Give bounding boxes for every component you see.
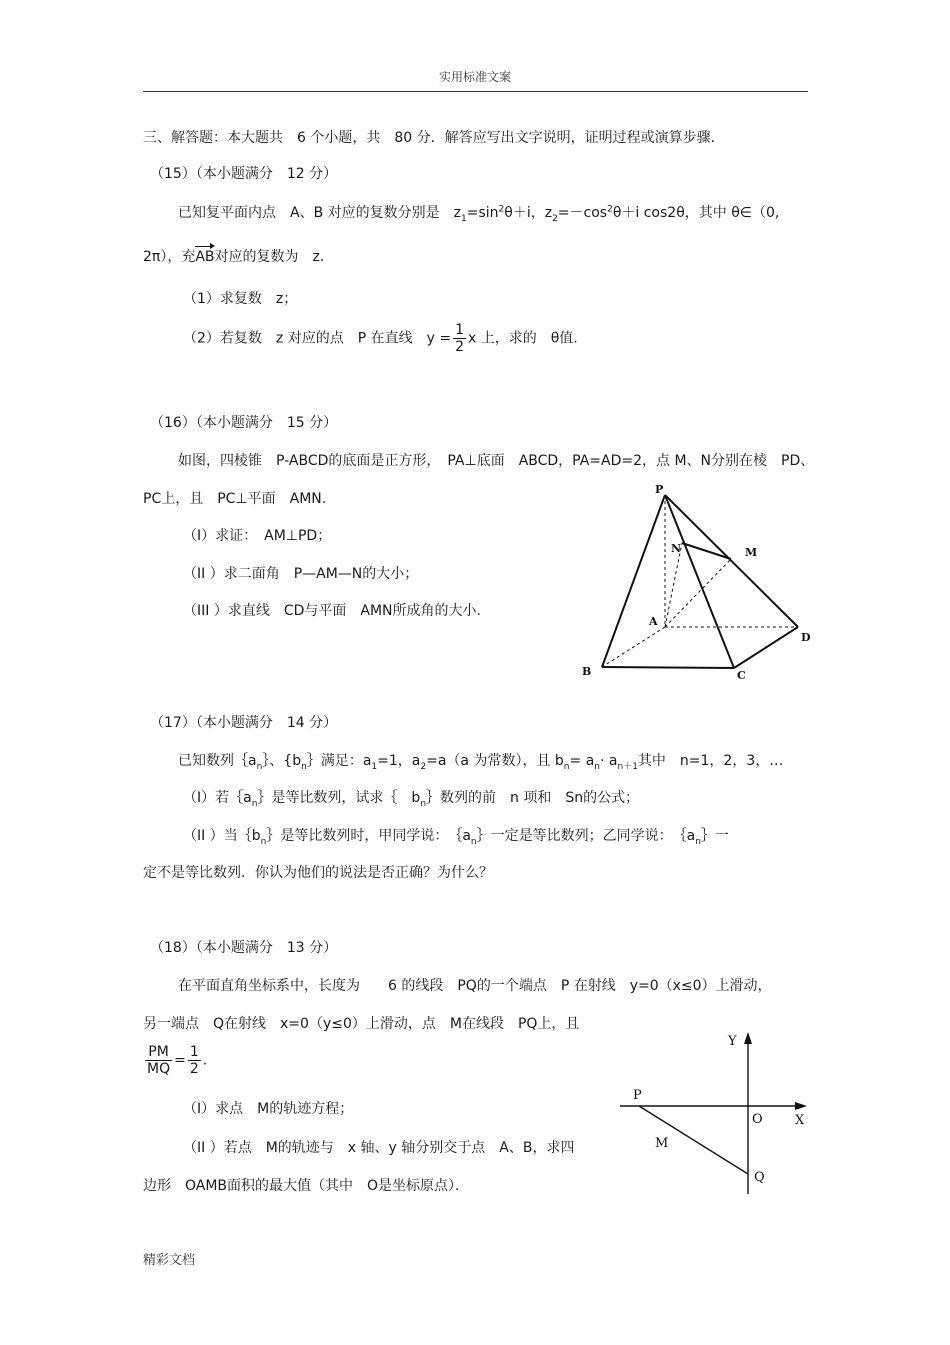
q15-part2: （2）若复数 z 对应的点 P 在直线 y = $\frac{1}{2}$ x 上，求的 θ值. — [183, 322, 578, 355]
q17-part1: （I）若$\{a_n\}$是等比数列，试求｛ $b_n\}$数列的前 n 项和 Sn的公式； — [183, 790, 640, 809]
fig-label-p: P — [655, 483, 664, 496]
header-rule — [143, 91, 808, 92]
fig-label-p: P — [633, 1088, 642, 1103]
y-axis-arrow-icon — [744, 1032, 752, 1044]
q17-part2: （II ）当$\{b_n\}$是等比数列时，甲同学说： $\{a_n\}$一定是等比数列；乙同学说： $\{a_n\}$一 — [183, 828, 729, 847]
q16-title: （16）（本小题满分 15 分） — [150, 415, 338, 431]
q18-line1: 在平面直角坐标系中，长度为 6 的线段 PQ的一个端点 P 在射线 y=0（x≤0）上滑动， — [178, 978, 772, 994]
q16-part2: （II ）求二面角 P—AM—N的大小； — [183, 566, 419, 582]
q17-title: （17）（本小题满分 14 分） — [150, 715, 338, 731]
fig-label-a: A — [649, 615, 658, 628]
q15-title: （15）（本小题满分 12 分） — [150, 166, 338, 182]
q15-part1: （1）求复数 z； — [183, 291, 298, 307]
fig-label-b: B — [582, 665, 592, 678]
q17-line1: 已知数列$\{a_n\}$、{$b_n\}$满足：$a_1=1$，$a_2=a(a$ 为常数），且 $b_n= a_n\cdot a_{n+1}$其中 n=1，2，3，… — [178, 753, 784, 772]
fraction-half: $\frac{1}{2}$ — [455, 322, 464, 355]
page-header: 实用标准文案 — [438, 70, 511, 84]
fig-label-m: M — [655, 1136, 669, 1151]
q16-part3: （III ）求直线 CD与平面 AMN所成角的大小. — [183, 603, 481, 619]
fig-label-d: D — [801, 631, 811, 644]
axis-label-x: X — [795, 1113, 805, 1128]
fig-label-c: C — [737, 669, 746, 682]
q18-line2: 另一端点 Q在射线 x=0（y≤0）上滑动，点 M在线段 PQ上，且 — [143, 1016, 580, 1032]
pyramid-figure — [570, 480, 820, 690]
q18-part2: （II ）若点 M的轨迹与 x 轴、y 轴分别交于点 A、B，求四 — [183, 1140, 575, 1156]
q16-line2: PC上，且 PC⊥平面 AMN. — [143, 491, 327, 507]
vector-ab: AB — [195, 249, 215, 265]
q18-part1: （I）求点 M的轨迹方程； — [183, 1101, 354, 1117]
axis-label-y: Y — [728, 1034, 737, 1049]
fig-label-o: O — [752, 1112, 763, 1127]
coordinate-figure — [615, 1028, 815, 1198]
x-axis-arrow-icon — [795, 1102, 807, 1110]
q18-line-end: 边形 OAMB面积的最大值（其中 O是坐标原点）． — [143, 1178, 470, 1194]
page-footer: 精彩文档 — [143, 1253, 196, 1268]
q15-line1: 已知复平面内点 A、B 对应的复数分别是 $z_1=\sin^2\theta+i$，$z_2=-\cos^2\theta+i$ cos2θ，其中 θ∈（0, — [178, 204, 780, 224]
q18-title: （18）（本小题满分 13 分） — [150, 940, 338, 956]
q18-ratio: $\frac{PM}{MQ}$ = $\frac{1}{2}$ . — [147, 1044, 208, 1077]
q16-part1: （I）求证： AM⊥PD； — [183, 528, 332, 544]
fig-label-m: M — [745, 546, 758, 559]
fig-label-n: N — [671, 542, 682, 555]
q16-line1: 如图，四棱锥 P-ABCD的底面是正方形， PA⊥底面 ABCD，PA=AD=2，点 M、N分别在棱 PD、 — [178, 453, 815, 469]
fig-label-q: Q — [754, 1170, 765, 1185]
q17-line-end: 定不是等比数列．你认为他们的说法是否正确？为什么？ — [143, 865, 493, 881]
q15-line2: 2π），充AB对应的复数为 z. — [143, 249, 325, 265]
section-title: 三、解答题：本大题共 6 个小题，共 80 分．解答应写出文字说明，证明过程或演算步骤． — [143, 130, 725, 146]
